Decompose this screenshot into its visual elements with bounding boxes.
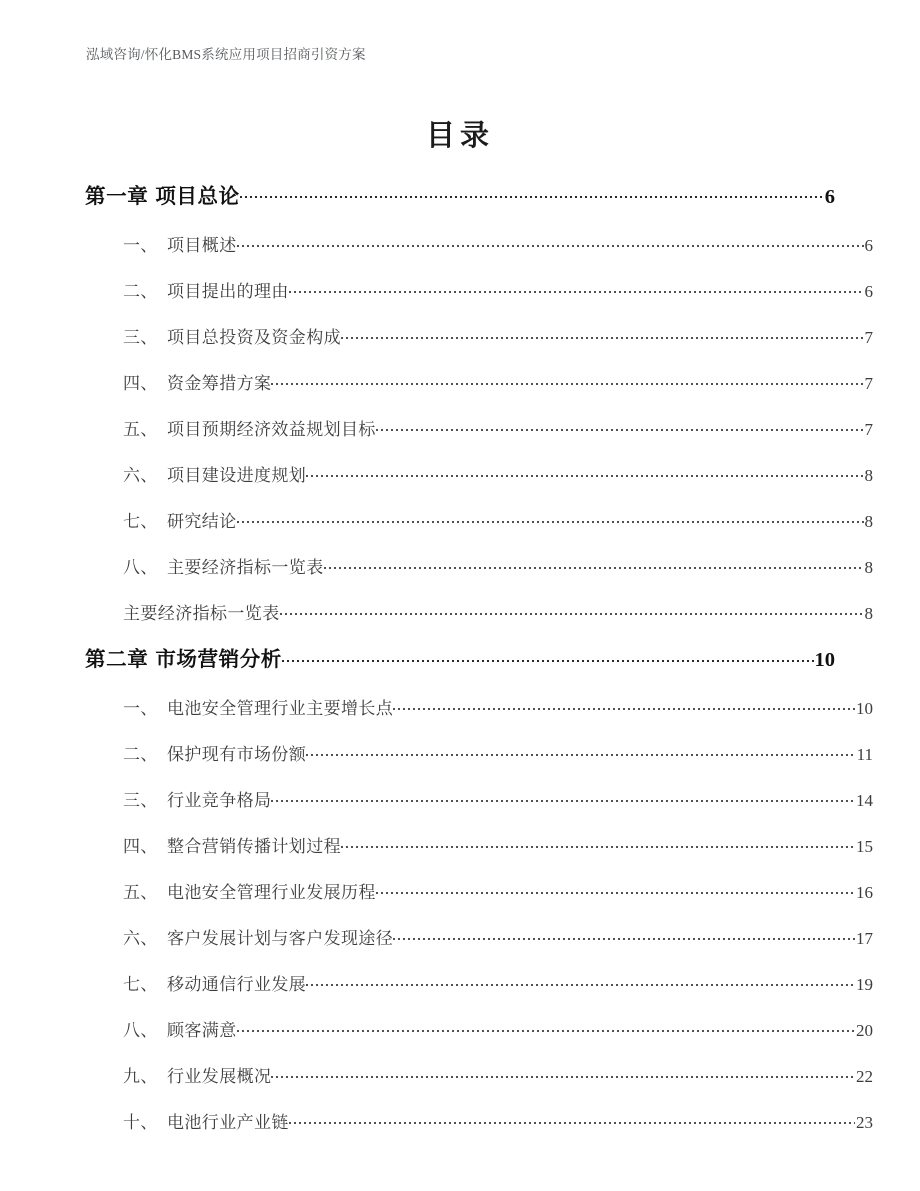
toc-entry-title: 移动通信行业发展 — [167, 975, 307, 994]
toc-page-number: 7 — [864, 373, 873, 393]
toc-section-entry[interactable] — [85, 510, 873, 531]
toc-page-number: 22 — [856, 1067, 873, 1086]
toc-page-number: 14 — [856, 791, 873, 810]
toc-entry-label — [123, 745, 306, 764]
toc-page-number: 7 — [864, 327, 873, 347]
toc-entry-number: 九、 — [123, 1067, 158, 1086]
toc-dot-leader — [271, 789, 855, 806]
toc-dot-leader — [306, 743, 855, 760]
toc-entry-title: 项目概述 — [167, 235, 237, 255]
toc-section-entry[interactable] — [85, 835, 873, 856]
toc-dot-leader — [289, 1111, 855, 1128]
toc-page-number: 10 — [814, 649, 835, 671]
table-of-contents — [85, 182, 873, 1132]
toc-entry-label — [123, 837, 341, 856]
toc-entry-title: 行业发展概况 — [167, 1067, 272, 1086]
toc-section-entry[interactable] — [85, 280, 873, 301]
toc-entry-label — [123, 791, 271, 810]
toc-entry-title: 电池安全管理行业主要增长点 — [167, 699, 394, 718]
toc-entry-number: 五、 — [123, 883, 158, 902]
toc-entry-label — [85, 186, 240, 208]
toc-dot-leader — [324, 556, 864, 573]
toc-entry-title: 主要经济指标一览表 — [123, 603, 280, 623]
toc-entry-label — [123, 699, 393, 718]
toc-section-entry[interactable] — [85, 697, 873, 718]
toc-entry-number: 一、 — [123, 235, 158, 255]
toc-dot-leader — [306, 973, 855, 990]
toc-page-number: 16 — [856, 883, 873, 902]
toc-page-number: 19 — [856, 975, 873, 994]
toc-entry-label — [123, 466, 306, 485]
toc-section-entry[interactable] — [85, 743, 873, 764]
toc-entry-label — [123, 1021, 237, 1040]
toc-section-entry[interactable] — [85, 464, 873, 485]
toc-page-number: 15 — [856, 837, 873, 856]
toc-entry-label — [123, 1067, 271, 1086]
toc-page-number: 6 — [824, 185, 835, 208]
toc-dot-leader — [237, 510, 864, 527]
toc-dot-leader — [271, 1065, 855, 1082]
toc-section-entry[interactable] — [85, 927, 873, 948]
toc-entry-title: 项目提出的理由 — [167, 281, 289, 301]
toc-section-entry[interactable] — [85, 418, 873, 439]
page-title: 目录 — [425, 120, 494, 152]
toc-entry-label — [123, 282, 289, 301]
toc-entry-label — [123, 420, 376, 439]
toc-entry-number: 第一章 — [85, 185, 149, 208]
toc-entry-number: 七、 — [123, 975, 158, 994]
toc-dot-leader — [240, 182, 824, 203]
toc-entry-label — [123, 558, 324, 577]
toc-section-entry[interactable] — [85, 881, 873, 902]
toc-entry-title: 主要经济指标一览表 — [167, 557, 324, 577]
toc-entry-number: 二、 — [123, 745, 158, 764]
toc-entry-number: 四、 — [123, 837, 158, 856]
toc-dot-leader — [393, 697, 855, 714]
toc-page-number: 11 — [856, 745, 873, 764]
toc-page-number: 8 — [864, 557, 873, 577]
toc-section-entry[interactable] — [85, 372, 873, 393]
toc-entry-number: 二、 — [123, 281, 158, 301]
toc-page-number: 20 — [856, 1021, 873, 1040]
toc-entry-title: 项目总论 — [155, 185, 240, 208]
toc-entry-title: 电池行业产业链 — [167, 1113, 289, 1132]
toc-entry-title: 顾客满意 — [167, 1021, 237, 1040]
running-header: 泓域咨询/怀化BMS系统应用项目招商引资方案 — [86, 47, 366, 62]
toc-entry-title: 整合营销传播计划过程 — [167, 837, 341, 856]
toc-section-entry[interactable] — [85, 973, 873, 994]
toc-page-number: 8 — [864, 465, 873, 485]
toc-entry-label — [123, 975, 306, 994]
toc-section-entry[interactable] — [85, 326, 873, 347]
toc-entry-label — [123, 512, 237, 531]
toc-entry-number: 三、 — [123, 327, 158, 347]
toc-entry-title: 市场营销分析 — [155, 649, 282, 671]
toc-page-number: 8 — [864, 511, 873, 531]
toc-entry-label — [123, 374, 271, 393]
toc-entry-title: 行业竞争格局 — [167, 791, 272, 810]
toc-entry-title: 项目建设进度规划 — [167, 465, 307, 485]
toc-entry-number: 六、 — [123, 465, 158, 485]
toc-dot-leader — [393, 927, 855, 944]
toc-dot-leader — [289, 280, 864, 297]
toc-page-number: 7 — [864, 419, 873, 439]
toc-dot-leader — [280, 602, 864, 619]
toc-entry-label — [123, 1113, 289, 1132]
toc-entry-label — [123, 236, 237, 255]
toc-entry-label — [123, 929, 393, 948]
toc-entry-title: 项目预期经济效益规划目标 — [167, 419, 376, 439]
toc-dot-leader — [376, 418, 864, 435]
toc-entry-label — [123, 604, 280, 623]
toc-entry-number: 三、 — [123, 791, 158, 810]
toc-page-number: 17 — [856, 929, 873, 948]
toc-dot-leader — [282, 646, 814, 667]
toc-entry-number: 五、 — [123, 419, 158, 439]
toc-page-number: 10 — [856, 699, 873, 718]
toc-entry-number: 八、 — [123, 557, 158, 577]
toc-entry-title: 客户发展计划与客户发现途径 — [167, 929, 394, 948]
toc-entry-label — [123, 328, 341, 347]
toc-entry-number: 六、 — [123, 929, 158, 948]
toc-section-entry[interactable] — [85, 1111, 873, 1132]
toc-entry-number: 第二章 — [85, 649, 149, 671]
toc-dot-leader — [237, 234, 864, 251]
toc-dot-leader — [341, 326, 864, 343]
toc-page-number: 6 — [864, 281, 873, 301]
toc-section-entry[interactable] — [85, 602, 873, 623]
toc-page-number: 8 — [864, 603, 873, 623]
toc-dot-leader — [376, 881, 855, 898]
toc-section-entry[interactable] — [85, 234, 873, 255]
toc-dot-leader — [237, 1019, 855, 1036]
toc-entry-number: 七、 — [123, 511, 158, 531]
toc-section-entry[interactable] — [85, 1065, 873, 1086]
toc-entry-title: 保护现有市场份额 — [167, 745, 307, 764]
toc-dot-leader — [271, 372, 863, 389]
toc-entry-title: 电池安全管理行业发展历程 — [167, 883, 376, 902]
toc-chapter-entry[interactable] — [85, 646, 835, 672]
toc-section-entry[interactable] — [85, 789, 873, 810]
toc-entry-label — [85, 649, 282, 671]
toc-entry-number: 十、 — [123, 1113, 158, 1132]
toc-dot-leader — [306, 464, 863, 481]
toc-entry-title: 研究结论 — [167, 511, 237, 531]
toc-entry-title: 资金筹措方案 — [167, 373, 272, 393]
toc-section-entry[interactable] — [85, 1019, 873, 1040]
toc-entry-number: 一、 — [123, 699, 158, 718]
toc-entry-title: 项目总投资及资金构成 — [167, 327, 341, 347]
toc-page-number: 23 — [856, 1113, 873, 1132]
toc-chapter-entry[interactable] — [85, 182, 835, 208]
toc-entry-number: 四、 — [123, 373, 158, 393]
toc-dot-leader — [341, 835, 855, 852]
toc-section-entry[interactable] — [85, 556, 873, 577]
toc-page-number: 6 — [864, 235, 873, 255]
toc-entry-number: 八、 — [123, 1021, 158, 1040]
toc-entry-label — [123, 883, 376, 902]
